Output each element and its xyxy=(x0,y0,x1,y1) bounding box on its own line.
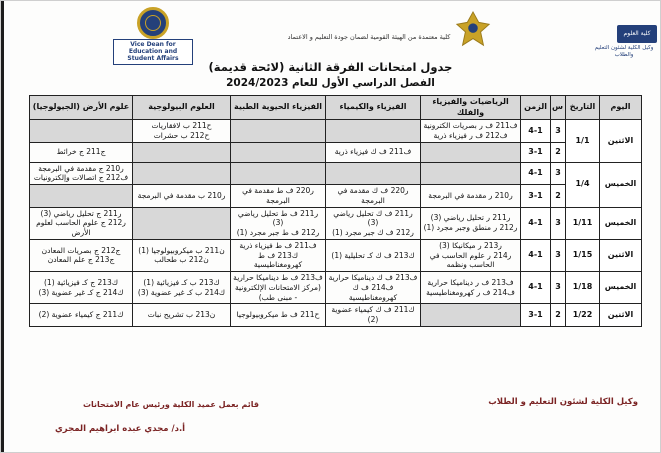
exam-cell-biophys xyxy=(231,272,326,304)
exam-cell-biophys xyxy=(231,142,326,162)
course-entry: ك214 ج كـ غير عضوية (3) xyxy=(38,287,124,297)
exam-cell-physchem xyxy=(326,185,421,208)
time-cell: 4-1 xyxy=(521,272,551,304)
course-entry: ر212 ف ك جبر مجرد (1) xyxy=(332,228,414,237)
exam-cell-biophys xyxy=(231,120,326,143)
time-cell: 3-1 xyxy=(521,142,551,162)
course-entry: ج213 ج علم المعادن xyxy=(47,255,115,265)
exam-cell-biophys xyxy=(231,304,326,327)
university-seal-icon xyxy=(131,7,175,39)
course-entry: ح212 ب حشرات xyxy=(153,130,210,140)
course-entry: ح211 ف ط ميكروبيولوجيا xyxy=(236,310,320,320)
exam-schedule-table xyxy=(29,95,642,327)
course-entry: ن211 ب ميكروبيولوجيا (1) xyxy=(138,245,225,255)
left-logo-caption: Vice Dean for Education and Student Affairs xyxy=(113,39,193,65)
date-cell: 1/22 xyxy=(566,304,600,327)
seal-circle-icon xyxy=(137,7,169,39)
course-entry: ف213 ف ر ديناميكا حرارية xyxy=(427,277,514,287)
document-header xyxy=(1,5,660,61)
hours-cell: 3 xyxy=(551,162,566,185)
course-entry: ر210 ر مقدمة في البرمجة xyxy=(428,190,513,200)
faculty-caption: وكيل الكلية لشئون التعليم والطلاب xyxy=(594,45,654,58)
exam-cell-math xyxy=(421,239,521,271)
exam-cell-geo xyxy=(30,207,133,239)
column-header-day: اليوم xyxy=(600,96,642,120)
course-entry: ك213 ف ك كـ تحليلية (1) xyxy=(331,250,415,260)
exam-cell-bio xyxy=(133,162,231,185)
accreditation-text: كلية معتمدة من الهيئة القومية لضمان جودة التعليم و الاعتماد xyxy=(287,33,451,41)
column-header-date: التاريخ xyxy=(566,96,600,120)
exam-cell-physchem xyxy=(326,120,421,143)
exam-cell-biophys xyxy=(231,162,326,185)
course-entry: ك214 ب كـ غير عضوية (3) xyxy=(137,287,226,297)
faculty-name-box: كلية العلوم xyxy=(617,25,657,43)
exam-cell-biophys xyxy=(231,239,326,271)
course-entry: ر214 ر علوم الحاسب في الحاسب ونظمه xyxy=(429,250,512,270)
day-cell: الاثنين xyxy=(600,120,642,163)
exam-cell-biophys xyxy=(231,185,326,208)
date-cell: 1/18 xyxy=(566,272,600,304)
exam-cell-bio xyxy=(133,120,231,143)
column-header-time: الزمن xyxy=(521,96,551,120)
day-cell: الخميس xyxy=(600,207,642,239)
course-entry: ف214 ف ك كهرومغناطيسية xyxy=(348,282,398,302)
exam-cell-geo xyxy=(30,272,133,304)
exam-cell-math xyxy=(421,185,521,208)
course-entry: ف211 ف ر بصريات الكترونية xyxy=(423,121,518,130)
course-entry: ر220 ف ط مقدمة في البرمجة xyxy=(242,186,314,205)
date-cell: 1/1 xyxy=(566,120,600,163)
hours-cell: 3 xyxy=(551,272,566,304)
course-entry: ر213 ر ميكانيكا (3) xyxy=(439,240,502,250)
footer-signature-name: أ.د/ مجدي عبده ابراهيم المجري xyxy=(55,424,186,434)
exam-cell-geo xyxy=(30,304,133,327)
exam-cell-physchem xyxy=(326,239,421,271)
hours-cell: 3 xyxy=(551,239,566,271)
course-entry: ف211 ف ط فيزياء ذرية xyxy=(239,240,317,250)
date-cell: 1/4 xyxy=(566,162,600,207)
day-cell: الخميس xyxy=(600,162,642,207)
exam-cell-physchem xyxy=(326,162,421,185)
course-entry: ر220 ف ك مقدمة في البرمجة xyxy=(337,186,409,205)
course-entry: ر212 ف ط جبر مجرد (1) xyxy=(236,228,320,237)
time-cell: 4-1 xyxy=(521,207,551,239)
column-header-geo: علوم الأرض (الجيولوجيا) xyxy=(30,96,133,120)
column-header-math: الرياضيات والفيزياء والفلك xyxy=(421,96,521,120)
exam-cell-math xyxy=(421,120,521,143)
schedule-row xyxy=(30,120,642,143)
course-entry: ج212 ج بصريات المعادن xyxy=(41,245,121,255)
course-entry: ر212 ج علوم الحاسب لعلوم الأرض xyxy=(36,218,126,237)
hours-cell: 3 xyxy=(551,207,566,239)
course-entry: ك211 ج كيمياء عضوية (2) xyxy=(38,310,124,320)
course-entry: ن212 ب طحالب xyxy=(154,255,209,265)
schedule-row xyxy=(30,185,642,208)
course-entry: ج211 ج خرائط xyxy=(56,147,106,157)
day-cell: الاثنين xyxy=(600,304,642,327)
header-row xyxy=(30,96,642,120)
exam-cell-physchem xyxy=(326,272,421,304)
schedule-row xyxy=(30,207,642,239)
schedule-row xyxy=(30,272,642,304)
course-entry: ر211 ف ط تحليل رياضي (3) xyxy=(237,208,319,228)
course-entry: ك213 ف ط كهرومغناطيسية xyxy=(253,250,303,270)
exam-cell-bio xyxy=(133,207,231,239)
table-container xyxy=(29,95,642,327)
hours-cell: 3 xyxy=(551,120,566,143)
exam-cell-geo xyxy=(30,185,133,208)
course-entry: (مركز الامتحانات الإلكترونية - مبنى طب) xyxy=(235,282,321,302)
schedule-row xyxy=(30,162,642,185)
time-cell: 4-1 xyxy=(521,120,551,143)
exam-cell-math xyxy=(421,304,521,327)
schedule-row xyxy=(30,239,642,271)
course-entry: ح211 ب لافقاريات xyxy=(151,121,212,130)
exam-cell-math xyxy=(421,207,521,239)
course-entry: ر211 ج تحليل رياضي (3) xyxy=(40,208,122,218)
exam-cell-geo xyxy=(30,239,133,271)
day-cell: الخميس xyxy=(600,272,642,304)
column-header-biophys: الفيزياء الحيوية الطبية xyxy=(231,96,326,120)
exam-cell-physchem xyxy=(326,207,421,239)
day-cell: الاثنين xyxy=(600,239,642,271)
exam-cell-geo xyxy=(30,162,133,185)
course-entry: ر210 ج مقدمة في البرمجة xyxy=(38,163,124,173)
time-cell: 4-1 xyxy=(521,239,551,271)
exam-cell-math xyxy=(421,272,521,304)
exam-cell-bio xyxy=(133,304,231,327)
course-entry: ك211 ف ك كيمياء عضوية (2) xyxy=(331,305,415,324)
exam-cell-bio xyxy=(133,272,231,304)
time-cell: 3-1 xyxy=(521,304,551,327)
time-cell: 3-1 xyxy=(521,185,551,208)
exam-cell-physchem xyxy=(326,142,421,162)
schedule-row xyxy=(30,142,642,162)
exam-cell-math xyxy=(421,162,521,185)
semester-title: الفصل الدراسي الأول للعام 2024/2023 xyxy=(226,77,435,89)
exam-cell-bio xyxy=(133,185,231,208)
exam-cell-geo xyxy=(30,120,133,143)
exam-cell-bio xyxy=(133,142,231,162)
course-entry: ن213 ب تشريح نبات xyxy=(147,310,216,320)
exam-cell-geo xyxy=(30,142,133,162)
course-entry: ف212 ج اتصالات وإلكترونيات xyxy=(33,173,129,183)
course-entry: ف212 ف ر فيزياء ذرية xyxy=(433,130,508,140)
column-header-hours: س xyxy=(551,96,566,120)
exam-cell-biophys xyxy=(231,207,326,239)
eagle-emblem-icon xyxy=(454,9,492,51)
course-entry: ف214 ف ر كهرومغناطيسية xyxy=(426,287,515,297)
footer-left-signature: قائم بعمل عميد الكلية ورئيس عام الامتحانات xyxy=(83,400,259,409)
course-entry: ف211 ف ك فيزياء ذرية xyxy=(334,147,412,157)
exam-cell-physchem xyxy=(326,304,421,327)
course-entry: ف213 ف ك ديناميكا حرارية xyxy=(328,273,418,282)
exam-cell-bio xyxy=(133,239,231,271)
course-entry: ر211 ف ك تحليل رياضي (3) xyxy=(333,208,413,228)
time-cell: 4-1 xyxy=(521,162,551,185)
column-header-physchem: الفيزياء والكيمياء xyxy=(326,96,421,120)
column-header-bio: العلوم البيولوجية xyxy=(133,96,231,120)
course-entry: ر211 ر تحليل رياضي (3) xyxy=(430,213,511,223)
course-entry: ر210 ب مقدمة في البرمجة xyxy=(137,190,226,200)
hours-cell: 2 xyxy=(551,304,566,327)
hours-cell: 2 xyxy=(551,185,566,208)
schedule-row xyxy=(30,304,642,327)
exam-cell-math xyxy=(421,142,521,162)
course-entry: ك213 ب كـ فيزيائية (1) xyxy=(143,277,220,287)
hours-cell: 2 xyxy=(551,142,566,162)
schedule-title: جدول امتحانات الفرقة الثانية (لائحة قديمة) xyxy=(208,60,453,74)
date-cell: 1/11 xyxy=(566,207,600,239)
footer-right-signature: وكيل الكلية لشئون التعليم و الطلاب xyxy=(488,397,638,407)
course-entry: ر212 ر منطق وجبر مجرد (1) xyxy=(423,223,518,233)
course-entry: ك213 ج كـ فيزيائية (1) xyxy=(43,277,119,287)
date-cell: 1/15 xyxy=(566,239,600,271)
course-entry: ف213 ف ط ديناميكا حرارية xyxy=(233,273,323,282)
document-titles xyxy=(1,60,660,89)
